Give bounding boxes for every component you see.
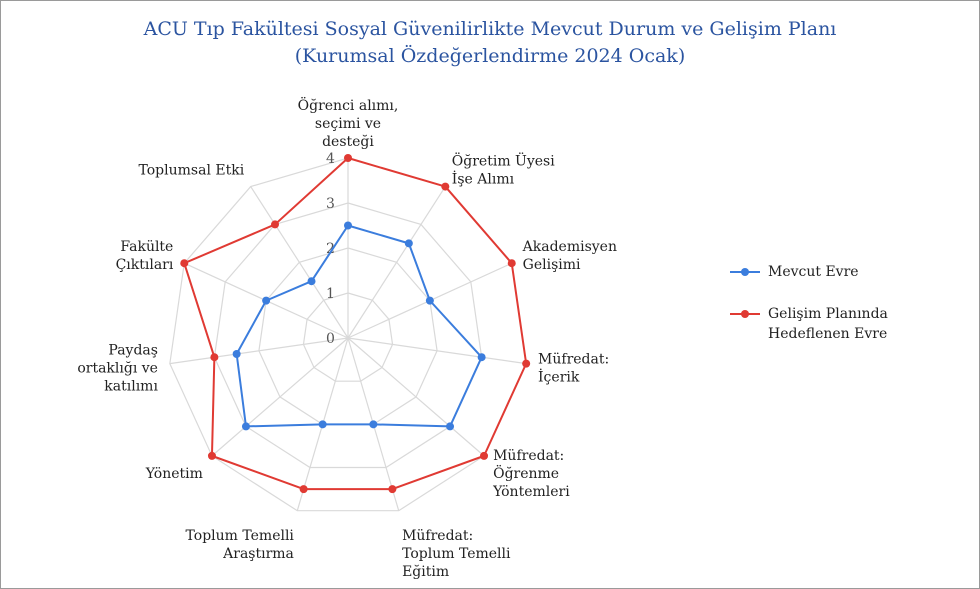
series-1-point-4 [480, 452, 488, 460]
legend [728, 262, 888, 344]
category-label-8-line-2: katılımı [104, 378, 158, 395]
legend-line-mevcut-evre [730, 271, 760, 273]
category-label-2-line-1: Gelişimi [522, 256, 581, 273]
category-label-3 [538, 351, 609, 385]
legend-label-mevcut-evre: Mevcut Evre [768, 264, 859, 280]
series-1-point-0 [344, 154, 352, 162]
radar-grid [170, 158, 526, 511]
series-0-point-1 [405, 239, 413, 247]
tick-label-0: 0 [326, 331, 335, 347]
category-label-5-line-1: Toplum Temelli [402, 546, 511, 563]
category-label-2-line-0: Akademisyen [522, 238, 617, 255]
chart-title-line-2: (Kurumsal Özdeğerlendirme 2024 Ocak) [294, 45, 686, 67]
grid-spoke-8 [170, 338, 348, 364]
legend-marker-hedeflenen-evre [741, 310, 749, 318]
tick-label-4: 4 [326, 151, 335, 167]
category-label-0-line-1: seçimi ve [314, 116, 382, 132]
category-label-1 [452, 152, 555, 188]
legend-item-hedeflenen-evre [728, 304, 888, 344]
series-0-point-9 [262, 297, 270, 305]
category-label-0-line-0: Öğrenci alımı, [297, 98, 399, 114]
series-1-point-9 [180, 259, 188, 267]
series-1-point-10 [271, 220, 279, 228]
category-label-5-line-2: Eğitim [402, 564, 450, 581]
series-0-point-10 [308, 277, 316, 285]
series-line-1 [184, 158, 526, 489]
category-label-1-line-1: İşe Alımı [451, 171, 515, 188]
category-label-6-line-0: Toplum Temelli [185, 528, 294, 545]
series-0-point-6 [319, 420, 327, 428]
series-0-point-4 [446, 422, 454, 430]
tick-label-1: 1 [326, 286, 335, 302]
category-label-7-line-0: Yönetim [145, 465, 203, 482]
series-0-point-5 [369, 420, 377, 428]
category-label-8 [77, 342, 158, 394]
legend-line-hedeflenen-evre [730, 313, 760, 315]
category-label-6-line-1: Araştırma [223, 546, 294, 563]
series-1-point-6 [300, 485, 308, 493]
chart-title-line-1: ACU Tıp Fakültesi Sosyal Güvenilirlikte Mevcut Durum ve Gelişim Planı [143, 18, 837, 40]
category-label-5 [402, 528, 511, 580]
category-label-6 [186, 528, 295, 562]
category-label-10-line-0: Toplumsal Etki [138, 162, 245, 179]
legend-item-mevcut-evre [728, 262, 888, 282]
series-1-point-5 [388, 485, 396, 493]
category-label-7 [145, 466, 203, 482]
legend-label-hedeflenen-evre-line-1: Gelişim Planında [768, 306, 888, 322]
category-label-2 [522, 239, 617, 273]
category-label-3-line-0: Müfredat: [538, 351, 610, 368]
series-1-point-7 [208, 452, 216, 460]
category-label-0-line-2: desteği [322, 134, 374, 150]
tick-label-2: 2 [326, 241, 335, 257]
category-label-1-line-0: Öğretim Üyesi [451, 153, 555, 170]
category-label-3-line-1: İçerik [538, 369, 580, 386]
category-label-4-line-0: Müfredat: [493, 447, 565, 464]
legend-marker-mevcut-evre [741, 268, 749, 276]
series-line-0 [237, 226, 482, 427]
category-label-8-line-1: ortaklığı ve [77, 360, 158, 377]
category-label-5-line-0: Müfredat: [402, 528, 474, 545]
series-1-point-8 [210, 353, 218, 361]
category-label-8-line-0: Paydaş [108, 342, 158, 359]
series-0-point-0 [344, 222, 352, 230]
category-label-4 [492, 448, 570, 500]
series-0-point-8 [233, 350, 241, 358]
series-1-point-1 [441, 183, 449, 191]
grid-spoke-3 [348, 338, 526, 364]
category-label-4-line-1: Öğrenme [493, 465, 560, 482]
series-1-point-2 [508, 259, 516, 267]
category-label-9-line-0: Fakülte [120, 238, 174, 255]
category-label-0 [298, 96, 399, 150]
category-label-10 [139, 163, 245, 179]
category-label-9-line-1: Çıktıları [115, 256, 174, 273]
series-0-point-7 [242, 422, 250, 430]
series-1-point-3 [522, 360, 530, 368]
series-0-point-2 [426, 297, 434, 305]
legend-label-hedeflenen-evre-line-2: Hedeflenen Evre [768, 326, 888, 342]
category-label-9 [116, 239, 174, 273]
tick-label-3: 3 [326, 196, 335, 212]
category-label-4-line-2: Yöntemleri [493, 483, 570, 500]
series-0-point-3 [478, 353, 486, 361]
